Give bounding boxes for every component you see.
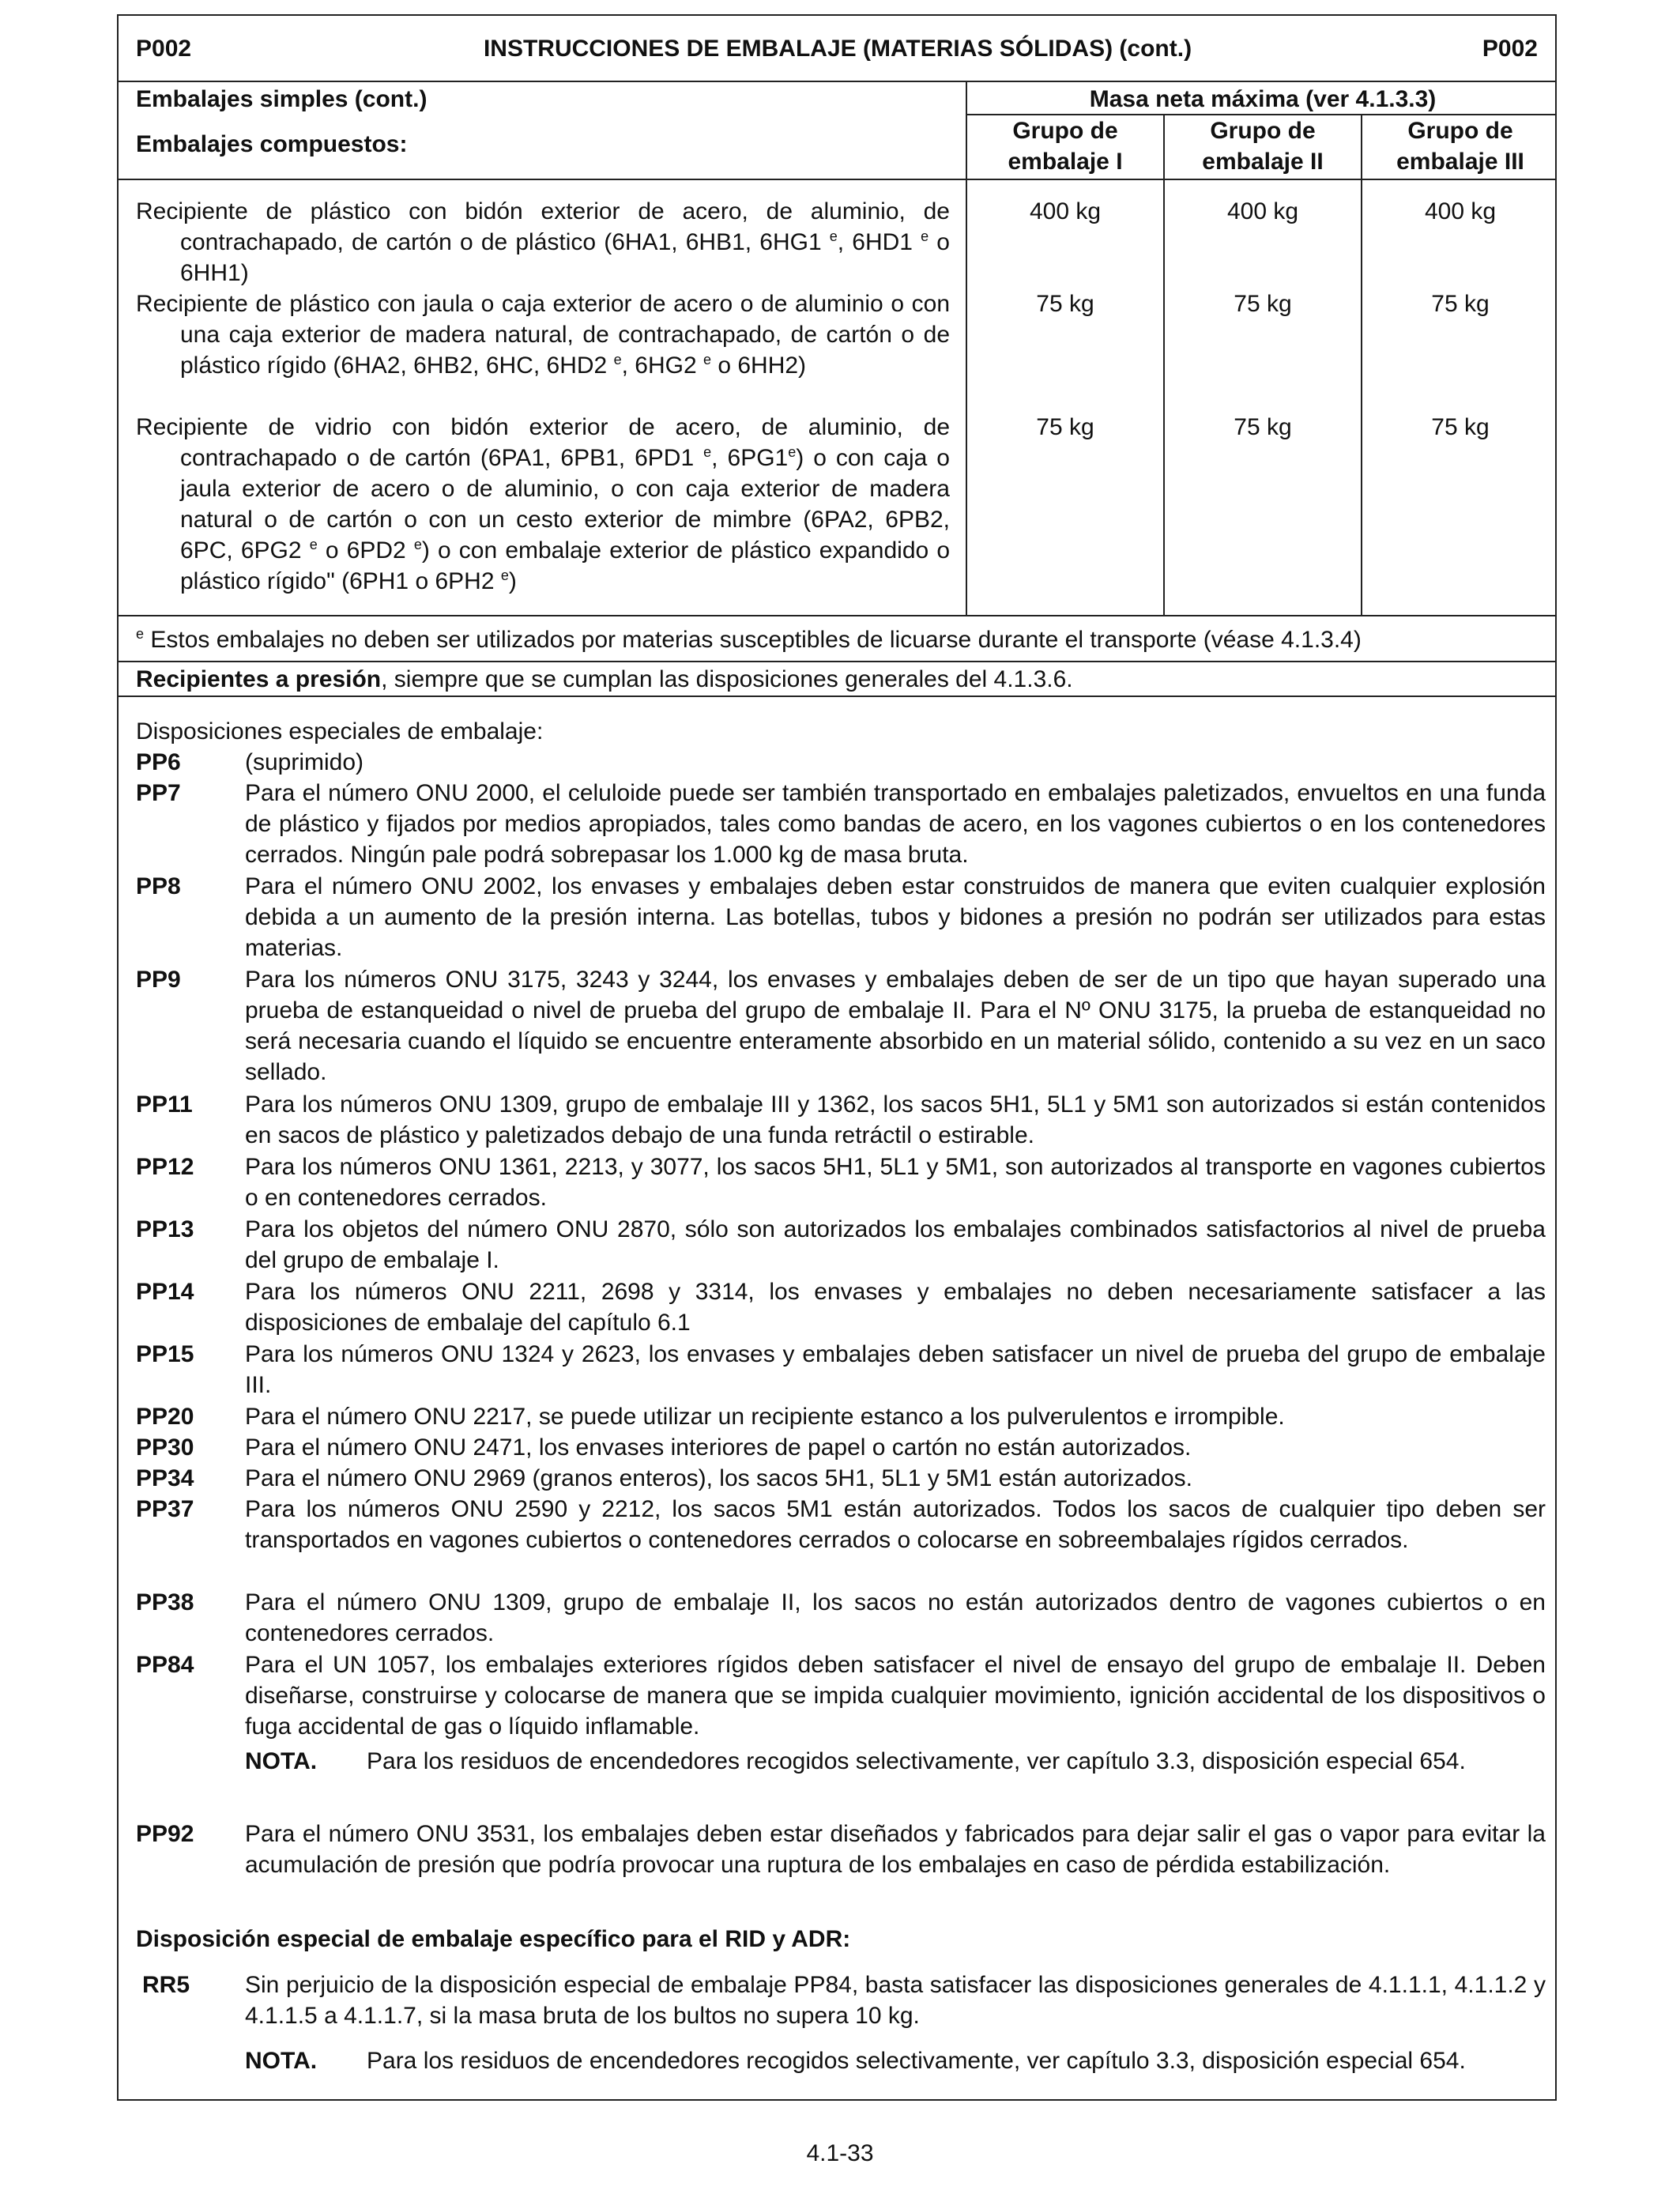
max-mass-label: Masa neta máxima (ver 4.1.3.3) [1089, 86, 1437, 112]
mass-value: 75 kg [1036, 414, 1094, 440]
mass-value: 400 kg [1226, 198, 1299, 224]
provision-code: PP37 [136, 1496, 194, 1522]
provision-code: PP30 [136, 1434, 194, 1461]
provision-code: PP6 [136, 749, 181, 775]
provision-code: RR5 [142, 1972, 190, 1998]
table-row: Recipiente de plástico con jaula o caja exterior de acero o de aluminio o con una caja exterior de madera natural, de contrachapado, de cartón o de plástico rígido (6HA2, 6HB2, 6HC, 6HD2 $^e$, 6HG2 $^e$ o 6HH2) [136, 291, 950, 379]
note-label: NOTA. [245, 2048, 318, 2074]
provision-text: Para los números ONU 1324 y 2623, los envases y embalajes deben satisfacer un nivel de prueba del grupo de embalaje III. [245, 1341, 1546, 1398]
note-text: Para los residuos de encendedores recogidos selectivamente, ver capítulo 3.3, disposición especial 654. [367, 2048, 1466, 2074]
provision-text: Para los objetos del número ONU 2870, sólo son autorizados los embalajes combinados satisfactorios al nivel de prueba del grupo de embalaje I. [245, 1216, 1546, 1273]
provision-code: PP14 [136, 1279, 194, 1305]
table-row: Recipiente de plástico con bidón exterior de acero, de aluminio, de contrachapado, de cartón o de plástico (6HA1, 6HB1, 6HG1 $^e$, 6HD1 $^e$ o 6HH1) [136, 198, 950, 286]
header-code-right: P002 [1482, 36, 1538, 62]
column-divider [966, 81, 967, 615]
divider [119, 615, 1555, 616]
provision-code: PP84 [136, 1652, 194, 1678]
packing-instruction-frame [117, 14, 1557, 2101]
provision-text: Para el número ONU 2002, los envases y embalajes deben estar construidos de manera que eviten cualquier explosión debida a un aumento de la presión interna. Las botellas, tubos y bidones a presión no podrán ser utilizados para estas materias. [245, 873, 1546, 961]
provision-code: PP15 [136, 1341, 194, 1367]
mass-value: 400 kg [1424, 198, 1497, 224]
provision-text: Para el número ONU 2969 (granos enteros), los sacos 5H1, 5L1 y 5M1 están autorizados. [245, 1465, 1192, 1491]
provision-text: Para los números ONU 2590 y 2212, los sacos 5M1 están autorizados. Todos los sacos de cualquier tipo deben ser transportados en vagones cubiertos o contenedores cerrados o colocarse en sobreembalajes rígidos cerrados. [245, 1496, 1546, 1553]
provision-text: Para los números ONU 3175, 3243 y 3244, los envases y embalajes deben de ser de un tipo que hayan superado una prueba de estanqueidad o nivel de prueba del grupo de embalaje II. Para el Nº ONU 3175, la prueba de estanqueidad no será necesaria cuando el líquido se encuentre enteramente absorbido en un material sólido, contenido a su vez en un saco sellado. [245, 967, 1546, 1085]
note-label: NOTA. [245, 1748, 318, 1774]
table-row: Recipiente de vidrio con bidón exterior de acero, de aluminio, de contrachapado o de cartón (6PA1, 6PB1, 6PD1 $^e$, 6PG1e) o con caja o jaula exterior de acero o de aluminio, o con caja exterior de madera natural o de cartón o con un cesto exterior de mimbre (6PA2, 6PB2, 6PC, 6PG2 $^e$ o 6PD2 $^e$) o con embalaje exterior de plástico expandido o plástico rígido" (6PH1 o 6PH2 $^e$) [136, 414, 951, 594]
provision-text: Para el número ONU 2471, los envases interiores de papel o cartón no están autorizados. [245, 1434, 1192, 1461]
rid-adr-heading: Disposición especial de embalaje específico para el RID y ADR: [136, 1926, 851, 1952]
column-divider [1361, 114, 1362, 615]
provision-text: Para el número ONU 2217, se puede utilizar un recipiente estanco a los pulverulentos e irrompible. [245, 1404, 1285, 1430]
provision-text: Sin perjuicio de la disposición especial de embalaje PP84, basta satisfacer las disposiciones generales de 4.1.1.1, 4.1.1.2 y 4.1.1.5 a 4.1.1.7, si la masa bruta de los bultos no supera 10 kg. [245, 1972, 1546, 2029]
mass-value: 75 kg [1431, 291, 1490, 317]
provision-text: Para los números ONU 1361, 2213, y 3077, los sacos 5H1, 5L1 y 5M1, son autorizados al transporte en vagones cubiertos o en contenedores cerrados. [245, 1154, 1546, 1211]
divider [119, 661, 1555, 662]
provision-code: PP9 [136, 967, 181, 993]
provision-code: PP7 [136, 780, 181, 806]
simple-packaging-label: Embalajes simples (cont.) [136, 86, 428, 112]
mass-value: 75 kg [1431, 414, 1490, 440]
divider [119, 81, 1555, 82]
footnote: $^e$ Estos embalajes no deben ser utilizados por materias susceptibles de licuarse durante el transporte (véase 4.1.3.4) [136, 626, 1362, 653]
page-title: INSTRUCCIONES DE EMBALAJE (MATERIAS SÓLIDAS) (cont.) [483, 36, 1192, 62]
provision-code: PP8 [136, 873, 181, 899]
divider [119, 179, 1555, 180]
provision-code: PP20 [136, 1404, 194, 1430]
provision-text: Para el UN 1057, los embalajes exteriores rígidos deben satisfacer el nivel de ensayo del grupo de embalaje II. Deben diseñarse, construirse y colocarse de manera que se impida cualquier movimiento, ignición accidental de los dispositivos o fuga accidental de gas o líquido inflamable. [245, 1652, 1546, 1740]
group-header-2: Grupo de embalaje II [1202, 118, 1324, 175]
special-provisions-heading: Disposiciones especiales de embalaje: [136, 718, 544, 745]
pressure-receptacles: Recipientes a presión, siempre que se cumplan las disposiciones generales del 4.1.3.6. [136, 666, 1073, 692]
provision-text: Para el número ONU 3531, los embalajes deben estar diseñados y fabricados para dejar salir el gas o vapor para evitar la acumulación de presión que podría provocar una ruptura de los embalajes en caso de pérdida estabilización. [245, 1821, 1546, 1878]
provision-text: Para los números ONU 2211, 2698 y 3314, los envases y embalajes no deben necesariamente satisfacer a las disposiciones de embalaje del capítulo 6.1 [245, 1279, 1546, 1336]
page-number: 4.1-33 [806, 2140, 874, 2166]
group-header-1: Grupo de embalaje I [1008, 118, 1123, 175]
mass-value: 75 kg [1234, 414, 1292, 440]
provision-code: PP11 [136, 1091, 193, 1118]
header-code-left: P002 [136, 36, 192, 62]
provision-code: PP34 [136, 1465, 194, 1491]
mass-value: 75 kg [1036, 291, 1094, 317]
provision-text: Para el número ONU 2000, el celuloide puede ser también transportado en embalajes paletizados, envueltos en una funda de plástico y fijados por medios apropiados, tales como bandas de acero, en los vagones cubiertos o en los contenedores cerrados. Ningún pale podrá sobrepasar los 1.000 kg de masa bruta. [245, 780, 1546, 868]
provision-code: PP38 [136, 1589, 194, 1615]
column-divider [1163, 114, 1165, 615]
provision-text: Para el número ONU 1309, grupo de embalaje II, los sacos no están autorizados dentro de vagones cubiertos o en contenedores cerrados. [245, 1589, 1546, 1646]
composite-packaging-label: Embalajes compuestos: [136, 131, 408, 157]
group-header-3: Grupo de embalaje III [1396, 118, 1524, 175]
provision-code: PP13 [136, 1216, 194, 1242]
provision-text: Para los números ONU 1309, grupo de embalaje III y 1362, los sacos 5H1, 5L1 y 5M1 son autorizados si están contenidos en sacos de plástico y paletizados debajo de una funda retráctil o estirable. [245, 1091, 1546, 1148]
mass-value: 75 kg [1234, 291, 1292, 317]
divider [119, 696, 1555, 697]
provision-code: PP92 [136, 1821, 194, 1847]
note-text: Para los residuos de encendedores recogidos selectivamente, ver capítulo 3.3, disposición especial 654. [367, 1748, 1466, 1774]
mass-value: 400 kg [1029, 198, 1102, 224]
provision-code: PP12 [136, 1154, 194, 1180]
provision-text: (suprimido) [245, 749, 364, 775]
